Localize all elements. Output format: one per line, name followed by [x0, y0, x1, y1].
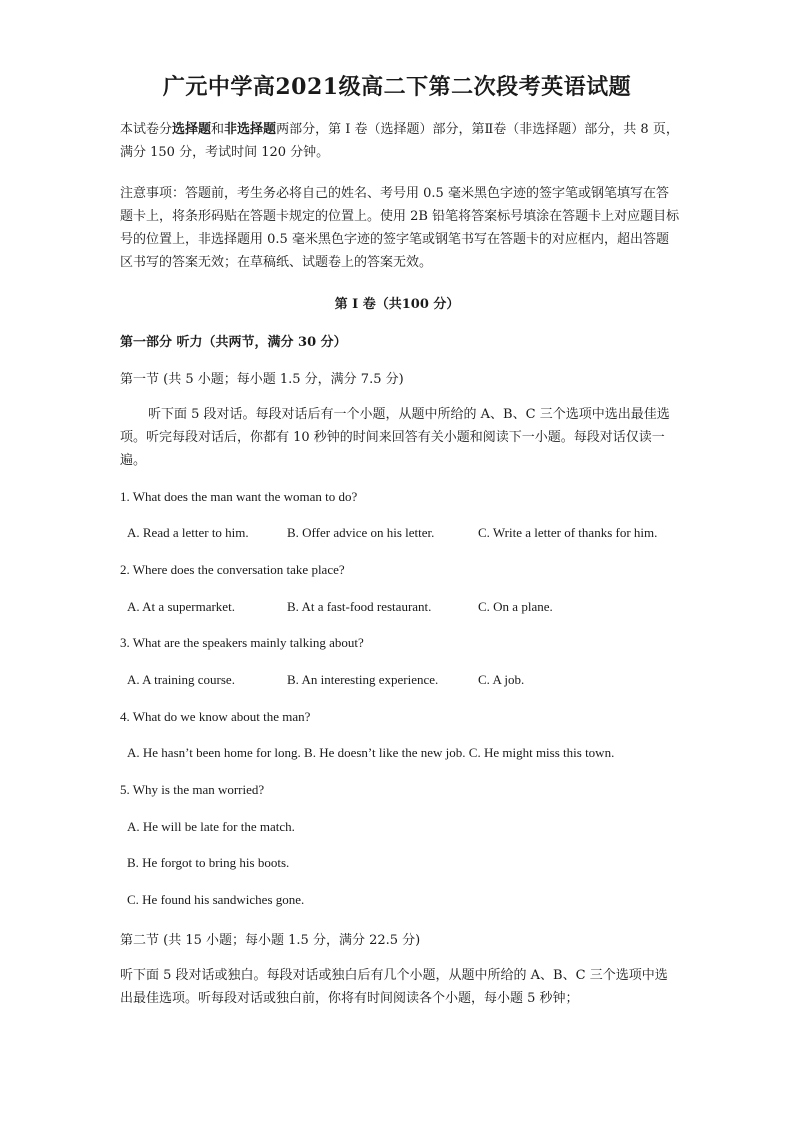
- intro-text-a: 本试卷分: [120, 122, 173, 137]
- question-4-options: A. He hasn’t been home for long. B. He doesn’t like the new job. C. He might miss this town.: [127, 745, 615, 760]
- question-3-option-c: C. A job.: [478, 672, 525, 687]
- exam-title: 广元中学高2021级高二下第二次段考英语试题: [162, 74, 632, 100]
- notice-paragraph: 注意事项：答题前，考生务必将自己的姓名、考号用 0.5 毫米黑色字迹的签字笔或钢笔填写在答题卡上，将条形码贴在答题卡规定的位置上。使用 2B 铅笔将答案标号填涂在答题卡上对应题目标号的位置上，非选择题用 0.5 毫米黑色字迹的签字笔或钢笔书写在答题卡的对应框内，超出答题区书写的答案无效；在草稿纸、试题卷上的答案无效。: [120, 186, 680, 270]
- section1-instructions: 听下面 5 段对话。每段对话后有一个小题，从题中所给的 A、B、C 三个选项中选出最佳选项。听完每段对话后，你都有 10 秒钟的时间来回答有关小题和阅读下一小题。每段对话仅读一遍。: [120, 407, 670, 468]
- question-5-option-c: C. He found his sandwiches gone.: [127, 892, 305, 907]
- section1-heading: 第一节 (共 5 小题；每小题 1.5 分，满分 7.5 分): [120, 372, 404, 387]
- question-4-stem: 4. What do we know about the man?: [120, 709, 311, 724]
- question-5-option-a: A. He will be late for the match.: [127, 819, 295, 834]
- question-1-stem: 1. What does the man want the woman to do?: [120, 489, 358, 504]
- question-2-option-b: B. At a fast-food restaurant.: [287, 599, 432, 614]
- question-5-option-b: B. He forgot to bring his boots.: [127, 855, 290, 870]
- question-3-stem: 3. What are the speakers mainly talking about?: [120, 635, 364, 650]
- question-2-option-c: C. On a plane.: [478, 599, 553, 614]
- section2-instructions: 听下面 5 段对话或独白。每段对话或独白后有几个小题，从题中所给的 A、B、C 三个选项中选出最佳选项。听每段对话或独白前，你将有时间阅读各个小题，每小题 5 秒钟；: [120, 968, 668, 1006]
- intro-text-c: 和: [211, 122, 225, 137]
- section2-heading: 第二节 (共 15 小题；每小题 1.5 分，满分 22.5 分): [120, 933, 421, 948]
- volume-heading: 第 I 卷（共100 分）: [334, 297, 460, 312]
- question-3-option-b: B. An interesting experience.: [287, 672, 439, 687]
- intro-bold-choice: 选择题: [172, 122, 212, 137]
- question-1-option-b: B. Offer advice on his letter.: [287, 525, 435, 540]
- question-1-option-a: A. Read a letter to him.: [127, 525, 249, 540]
- question-1-option-c: C. Write a letter of thanks for him.: [478, 525, 658, 540]
- question-2-stem: 2. Where does the conversation take place?: [120, 562, 345, 577]
- intro-paragraph: [120, 118, 680, 164]
- intro-bold-nonchoice: 非选择题: [224, 122, 277, 137]
- question-2-option-a: A. At a supermarket.: [127, 599, 235, 614]
- question-3-option-a: A. A training course.: [127, 672, 235, 687]
- question-5-stem: 5. Why is the man worried?: [120, 782, 265, 797]
- part1-heading: 第一部分 听力（共两节，满分 30 分）: [120, 335, 347, 350]
- intro-text-d: 两部分，第 I 卷（选择题）部分，第Ⅱ卷（非选择题）部分，共 8 页，满分 150 分，考试时间 120 分钟。: [120, 122, 679, 160]
